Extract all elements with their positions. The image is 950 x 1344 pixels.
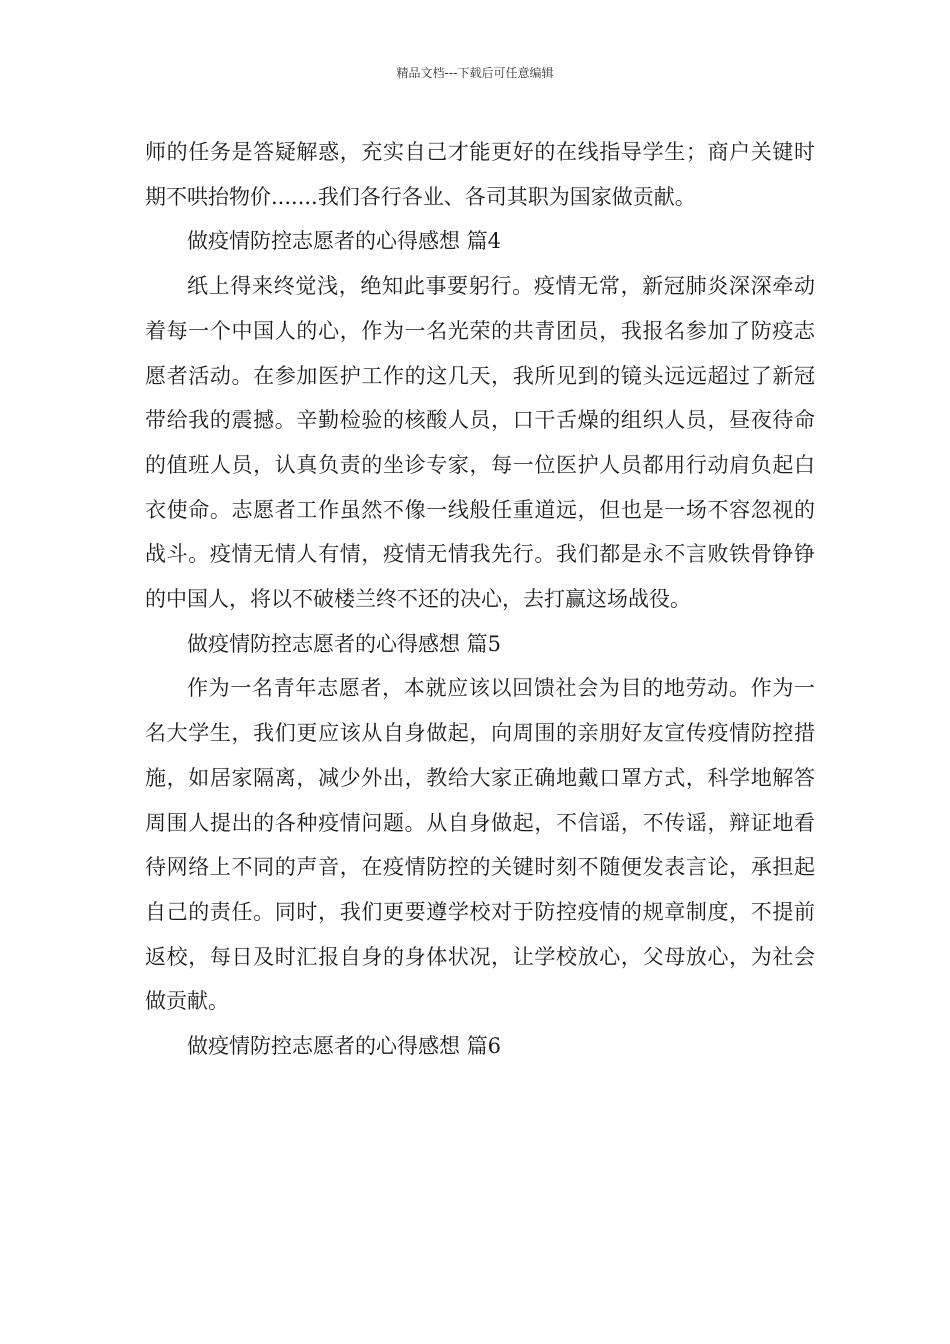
paragraph-section-4: 纸上得来终觉浅，绝知此事要躬行。疫情无常，新冠肺炎深深牵动着每一个中国人的心，作为一名光荣的共青团员，我报名参加了防疫志愿者活动。在参加医护工作的这几天，我所见到的镜头远远超过了新冠带给我的震撼。辛勤检验的核酸人员，口干舌燥的组织人员，昼夜待命的值班人员，认真负责的坐诊专家，每一位医护人员都用行动肩负起白衣使命。志愿者工作虽然不像一线般任重道远，但也是一场不容忽视的战斗。疫情无情人有情，疫情无情我先行。我们都是永不言败铁骨铮铮的中国人，将以不破楼兰终不还的决心，去打赢这场战役。: [145, 274, 815, 612]
paragraph-continuation: 师的任务是答疑解惑，充实自己才能更好的在线指导学生；商户关键时期不哄抬物价.......我们各行各业、各司其职为国家做贡献。: [145, 140, 815, 209]
page-header: 精品文档---下载后可任意编辑: [396, 66, 554, 80]
section-heading-5: 做疫情防控志愿者的心得感想 篇5: [187, 631, 502, 656]
section-heading-4: 做疫情防控志愿者的心得感想 篇4: [187, 229, 502, 254]
document-body: [145, 130, 815, 1069]
paragraph-section-5: 作为一名青年志愿者，本就应该以回馈社会为目的地劳动。作为一名大学生，我们更应该从自身做起，向周围的亲朋好友宣传疫情防控措施，如居家隔离，减少外出，教给大家正确地戴口罩方式，科学地解答周围人提出的各种疫情问题。从自身做起，不信谣，不传谣，辩证地看待网络上不同的声音，在疫情防控的关键时刻不随便发表言论，承担起自己的责任。同时，我们更要遵学校对于防控疫情的规章制度，不提前返校，每日及时汇报自身的身体状况，让学校放心，父母放心，为社会做贡献。: [145, 676, 815, 1014]
section-heading-6: 做疫情防控志愿者的心得感想 篇6: [187, 1034, 502, 1059]
